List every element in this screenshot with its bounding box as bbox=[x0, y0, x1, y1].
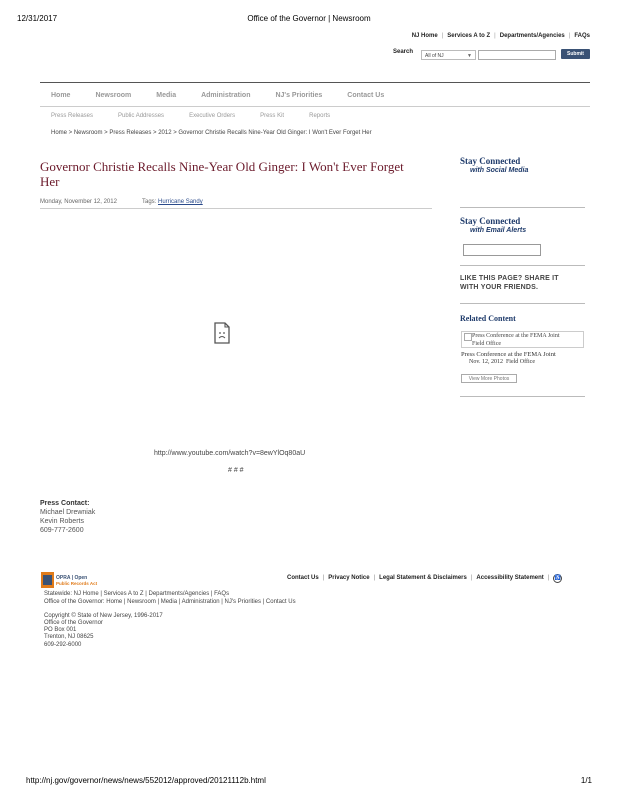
meta-divider bbox=[40, 208, 432, 209]
article-date: Monday, November 12, 2012 bbox=[40, 199, 117, 205]
tag-link[interactable]: Hurricane Sandy bbox=[158, 199, 203, 205]
stay-connected-social-subtitle: with Social Media bbox=[470, 167, 529, 174]
search-scope-select[interactable] bbox=[421, 50, 476, 60]
print-date: 12/31/2017 bbox=[17, 14, 58, 23]
share-prompt-line: LIKE THIS PAGE? SHARE IT bbox=[460, 275, 559, 282]
sidebar-divider bbox=[460, 396, 585, 397]
thumbnail-alt-text: Field Office bbox=[472, 341, 502, 347]
related-thumbnail[interactable] bbox=[461, 331, 584, 348]
related-date-value: Nov. 12, 2012 bbox=[469, 359, 503, 365]
footer-address-line: 609-292-6000 bbox=[44, 641, 82, 648]
nav-divider-mid bbox=[40, 106, 590, 107]
broken-video-icon[interactable] bbox=[212, 322, 232, 344]
chevron-down-icon: ▼ bbox=[467, 53, 472, 59]
main-nav bbox=[51, 92, 409, 99]
related-date bbox=[469, 359, 535, 365]
page-title: Governor Christie Recalls Nine-Year Old Ginger: I Won't Ever Forget Her bbox=[40, 159, 404, 189]
press-contact-lines bbox=[40, 508, 95, 535]
search-label: Search bbox=[393, 49, 414, 55]
stay-connected-email-title: Stay Connected bbox=[460, 216, 521, 226]
footer-office-links[interactable]: Office of the Governor: Home | Newsroom | Media | Administration | NJ's Priorities | Contact Us bbox=[44, 599, 296, 605]
press-contact-label: Press Contact: bbox=[40, 500, 90, 507]
footer-links: Contact Us | Privacy Notice | Legal Statement & Disclaimers | Accessibility Statement | ♿ bbox=[287, 575, 561, 581]
nav-divider-top bbox=[40, 82, 590, 83]
search-input[interactable] bbox=[478, 50, 556, 60]
sidebar-divider bbox=[460, 207, 585, 208]
top-nav-nj-home[interactable]: NJ Home bbox=[411, 33, 438, 39]
sidebar-divider bbox=[460, 265, 585, 266]
top-nav-departments[interactable]: Departments/Agencies bbox=[499, 33, 565, 39]
sub-nav-executive-orders[interactable]: Executive Orders bbox=[189, 113, 236, 119]
thumbnail-alt-text: Press Conference at the FEMA Joint bbox=[472, 333, 560, 339]
related-caption[interactable]: Press Conference at the FEMA Joint bbox=[461, 351, 556, 358]
email-alert-input[interactable] bbox=[463, 244, 541, 256]
footer-copyright: Copyright © State of New Jersey, 1996-2017 bbox=[44, 613, 163, 619]
view-more-photos-button[interactable]: View More Photos bbox=[461, 374, 517, 383]
print-url: http://nj.gov/governor/news/news/552012/approved/20121112b.html bbox=[26, 776, 266, 785]
main-nav-home[interactable]: Home bbox=[51, 92, 71, 99]
sub-nav-public-addresses[interactable]: Public Addresses bbox=[118, 113, 165, 119]
press-contact-name: Michael Drewniak bbox=[40, 509, 96, 516]
main-nav-contact[interactable]: Contact Us bbox=[347, 92, 385, 99]
top-nav-services[interactable]: Services A to Z bbox=[447, 33, 491, 39]
related-content-title: Related Content bbox=[460, 314, 516, 323]
footer-address bbox=[44, 620, 103, 649]
press-contact-name: Kevin Roberts bbox=[40, 518, 84, 525]
footer-accessibility[interactable]: Accessibility Statement bbox=[476, 575, 544, 581]
footer-legal-statement[interactable]: Legal Statement & Disclaimers bbox=[379, 575, 467, 581]
footer-contact-us[interactable]: Contact Us bbox=[287, 575, 319, 581]
share-prompt-line: WITH YOUR FRIENDS. bbox=[460, 284, 539, 291]
search-scope-value: All of NJ bbox=[425, 53, 444, 59]
article-tags bbox=[142, 199, 203, 205]
opra-logo[interactable] bbox=[41, 572, 105, 588]
footer-address-line: Trenton, NJ 08625 bbox=[44, 634, 94, 641]
broken-image-icon bbox=[464, 333, 472, 341]
stay-connected-email-subtitle: with Email Alerts bbox=[470, 227, 527, 234]
top-nav: NJ Home | Services A to Z | Departments/Agencies | FAQs bbox=[411, 33, 590, 39]
footer-statewide-links[interactable]: Statewide: NJ Home | Services A to Z | Departments/Agencies | FAQs bbox=[44, 591, 230, 597]
top-nav-faqs[interactable]: FAQs bbox=[574, 33, 590, 39]
footer-address-line: Office of the Governor bbox=[44, 620, 103, 626]
sub-nav bbox=[51, 113, 355, 119]
opra-logo-text: OPRA | Open bbox=[56, 575, 88, 581]
share-prompt bbox=[460, 274, 559, 292]
opra-logo-text: Public Records Act bbox=[56, 581, 98, 586]
main-nav-administration[interactable]: Administration bbox=[201, 92, 251, 99]
sub-nav-press-releases[interactable]: Press Releases bbox=[51, 113, 94, 119]
video-url[interactable]: http://www.youtube.com/watch?v=8ewYlOq80aU bbox=[154, 450, 306, 457]
accessibility-icon[interactable]: ♿ bbox=[554, 575, 561, 581]
main-nav-priorities[interactable]: NJ's Priorities bbox=[275, 92, 323, 99]
print-title: Office of the Governor | Newsroom bbox=[247, 14, 371, 23]
main-nav-media[interactable]: Media bbox=[156, 92, 177, 99]
sidebar-divider bbox=[460, 303, 585, 304]
main-nav-newsroom[interactable]: Newsroom bbox=[95, 92, 132, 99]
footer-privacy-notice[interactable]: Privacy Notice bbox=[328, 575, 370, 581]
footer-address-line: PO Box 001 bbox=[44, 627, 77, 634]
sub-nav-reports[interactable]: Reports bbox=[309, 113, 331, 119]
tags-label: Tags: bbox=[142, 199, 157, 205]
related-date-suffix: Field Office bbox=[505, 359, 536, 365]
end-marks: # # # bbox=[228, 467, 244, 474]
sub-nav-press-kit[interactable]: Press Kit bbox=[260, 113, 285, 119]
stay-connected-social-title: Stay Connected bbox=[460, 156, 521, 166]
press-contact-phone: 609-777-2600 bbox=[40, 527, 84, 534]
submit-button[interactable]: Submit bbox=[561, 49, 590, 59]
print-page-number: 1/1 bbox=[580, 776, 592, 785]
breadcrumb[interactable]: Home > Newsroom > Press Releases > 2012 > Governor Christie Recalls Nine-Year Old Ginger: I Won't Ever Forget Her bbox=[51, 130, 372, 136]
